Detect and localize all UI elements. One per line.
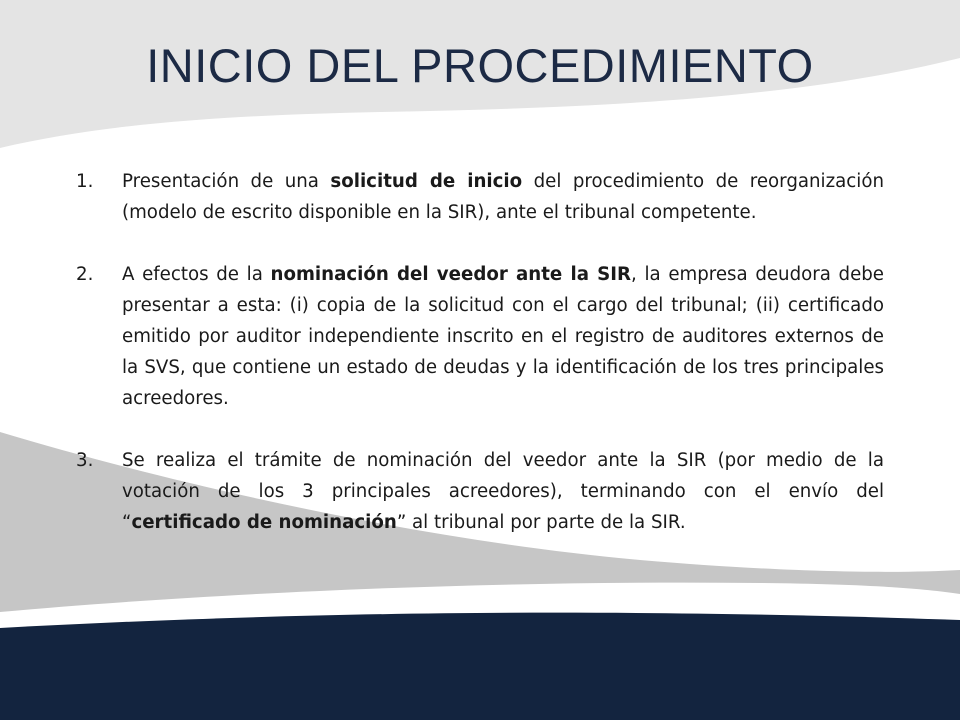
list-item <box>76 445 884 538</box>
item-number: 1. <box>76 171 94 192</box>
item-text: Presentación de una <box>122 171 331 192</box>
item-emphasis: nominación del veedor ante la SIR <box>270 264 632 285</box>
item-text: Se realiza el trámite de nominación del veedor ante la SIR (por medio de la votación de los 3 principales acreedores), terminando con el envío del “ <box>122 450 884 533</box>
item-text: , la empresa deudora debe presentar a esta: (i) copia de la solicitud con el cargo del tribunal; (ii) certificado emitido por auditor independiente inscrito en el registro de auditores externos de la SVS, que contiene un estado de deudas y la identificación de los tres principales acreedores. <box>122 264 884 409</box>
item-number: 3. <box>76 450 94 471</box>
item-text: del procedimiento de reorganización (modelo de escrito disponible en la SIR), ante el tribunal competente. <box>122 171 884 223</box>
bottom-dark-band <box>0 613 960 720</box>
procedure-steps-list <box>76 166 884 538</box>
item-emphasis: solicitud de inicio <box>330 171 523 192</box>
item-emphasis: certificado de nominación <box>131 512 397 533</box>
item-number: 2. <box>76 264 94 285</box>
item-text: A efectos de la <box>122 264 271 285</box>
list-item <box>76 166 884 228</box>
item-text: ” al tribunal por parte de la SIR. <box>396 512 686 533</box>
list-item <box>76 259 884 414</box>
slide-title: INICIO DEL PROCEDIMIENTO <box>146 39 814 92</box>
